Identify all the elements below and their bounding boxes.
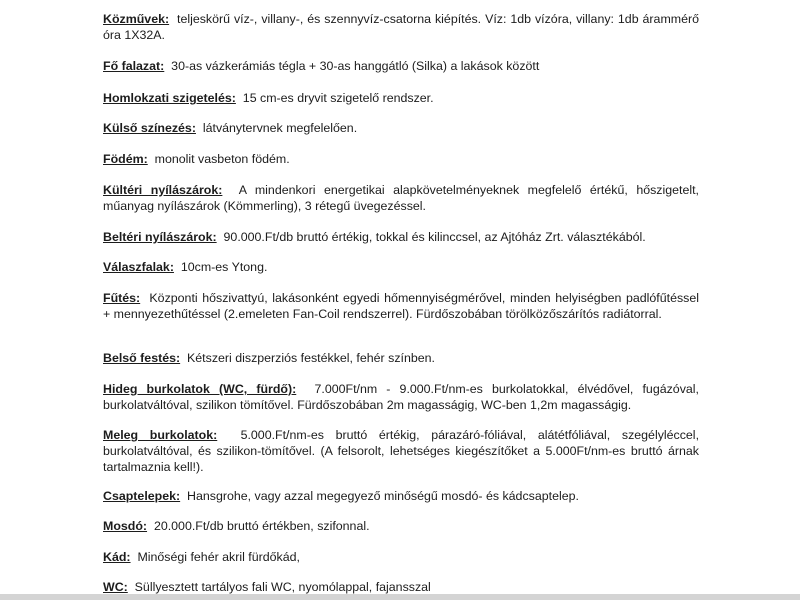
spec-label: Mosdó:	[103, 519, 148, 533]
spec-label: Válaszfalak:	[103, 260, 174, 274]
spec-label: WC:	[103, 580, 128, 594]
spec-label: Külső színezés:	[103, 121, 196, 135]
spec-text: 90.000.Ft/db bruttó értékig, tokkal és kilinccsel, az Ajtóház Zrt. választékából.	[223, 230, 646, 244]
spec-warm-flooring	[103, 427, 699, 475]
spec-label: Hideg burkolatok (WC, fürdő):	[103, 382, 297, 396]
spec-text: 7.000Ft/nm - 9.000.Ft/nm-es burkolatokkal, élvédővel, fugázóval, burkolatváltóval, szilikon tömítővel. Fürdőszobában 2m magasságig, WC-ben 1,2m magasságig.	[103, 382, 699, 412]
spec-toilet	[103, 579, 699, 595]
spec-exterior-coloring	[103, 120, 699, 136]
spec-facade-insulation	[103, 90, 699, 106]
spec-text: 20.000.Ft/db bruttó értékben, szifonnal.	[153, 519, 370, 533]
spec-main-walls	[103, 58, 699, 74]
spec-label: Fő falazat:	[103, 59, 165, 73]
spec-label: Belső festés:	[103, 351, 181, 365]
spec-text: monolit vasbeton födém.	[154, 152, 290, 166]
spec-label: Kád:	[103, 550, 131, 564]
spec-text: 30-as vázkerámiás tégla + 30-as hanggátló (Silka) a lakások között	[171, 59, 540, 73]
spec-label: Fűtés:	[103, 291, 141, 305]
spec-text: Központi hőszivattyú, lakásonként egyedi hőmennyiségmérővel, minden helyiségben padlófűtéssel + mennyezethűtéssel (2.emeleten Fan-Coil rendszerrel). Fürdőszobában törölközőszárítós radiátorral.	[103, 291, 700, 321]
spec-label: Homlokzati szigetelés:	[103, 91, 236, 105]
spec-cold-tiling	[103, 381, 699, 413]
spec-exterior-windows	[103, 182, 699, 214]
spec-label: Közművek:	[103, 12, 170, 26]
spec-text: Kétszeri diszperziós festékkel, fehér színben.	[187, 351, 435, 365]
spec-text: teljeskörű víz-, villany-, és szennyvíz-csatorna kiépítés. Víz: 1db vízóra, villany: 1db árammérő óra 1X32A.	[103, 12, 699, 42]
spec-text: 15 cm-es dryvit szigetelő rendszer.	[242, 91, 434, 105]
spec-text: Süllyesztett tartályos fali WC, nyomólappal, fajansszal	[134, 580, 431, 594]
spec-washbasin	[103, 518, 699, 534]
spec-slab	[103, 151, 699, 167]
spec-utilities	[103, 11, 699, 43]
spec-text: Hansgrohe, vagy azzal megegyező minőségű mosdó- és kádcsaptelep.	[187, 489, 579, 503]
spec-text: látványtervnek megfelelően.	[202, 121, 358, 135]
spec-text: Minőségi fehér akril fürdőkád,	[137, 550, 300, 564]
spec-bathtub	[103, 549, 699, 565]
spec-heating	[103, 290, 699, 322]
spec-label: Kültéri nyílászárok:	[103, 183, 223, 197]
page-bottom-edge	[0, 594, 800, 600]
spec-faucets	[103, 488, 699, 504]
spec-text: 10cm-es Ytong.	[180, 260, 268, 274]
spec-label: Meleg burkolatok:	[103, 428, 218, 442]
spec-label: Csaptelepek:	[103, 489, 181, 503]
spec-text: 5.000.Ft/nm-es bruttó értékig, párazáró-fóliával, alátétfóliával, szegélyléccel, burkolatváltóval, és szilikon-tömítővel. (A felsorolt, lehetséges kiegészítőket a 5.000Ft/nm-es bruttó árnak tartalmaznia kell!).	[103, 428, 700, 474]
spec-label: Födém:	[103, 152, 148, 166]
spec-interior-doors	[103, 229, 699, 245]
spec-label: Beltéri nyílászárok:	[103, 230, 217, 244]
spec-interior-painting	[103, 350, 699, 366]
spec-partition-walls	[103, 259, 699, 275]
spec-text: A mindenkori energetikai alapkövetelményeknek megfelelő értékű, hőszigetelt, műanyag nyílászárok (Kömmerling), 3 rétegű üvegezéssel.	[103, 183, 699, 213]
